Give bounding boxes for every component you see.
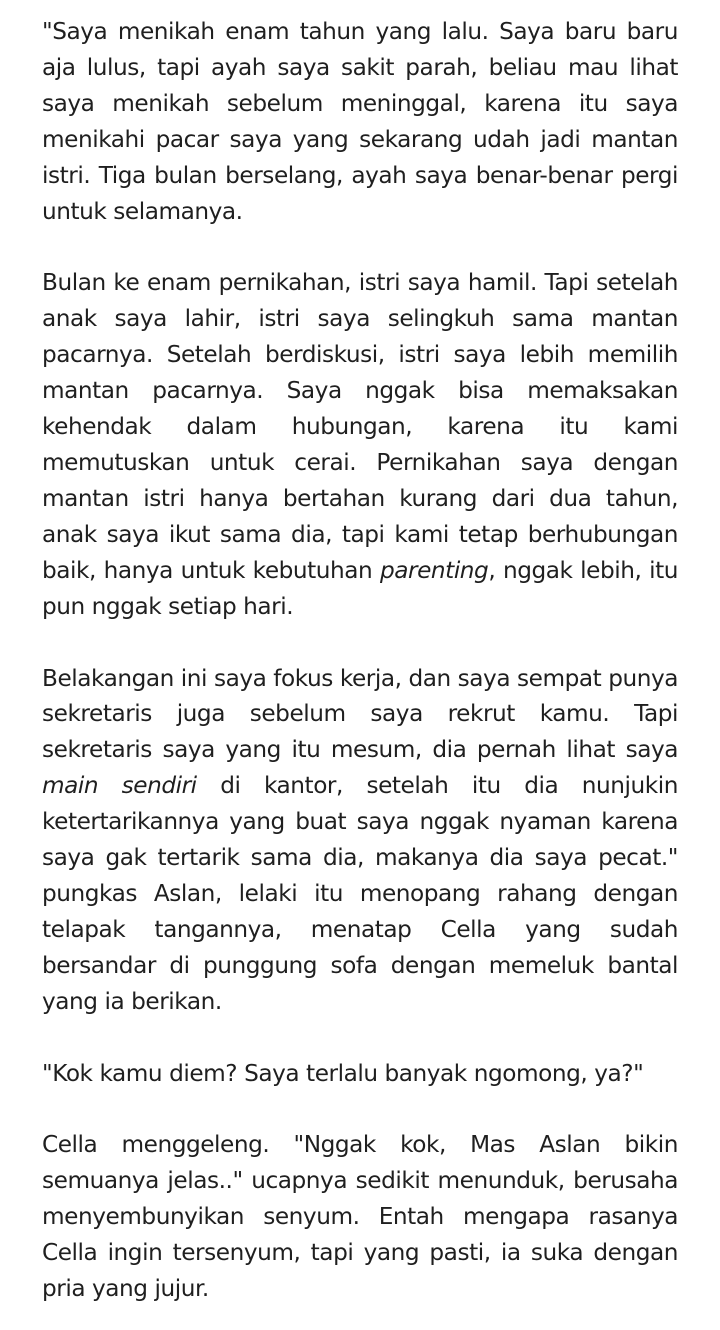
paragraph-2 [42, 265, 678, 624]
paragraph-3-text-a: Belakangan ini saya fokus kerja, dan saya sempat punya sekretaris juga sebelum saya rekrut kamu. Tapi sekretaris saya yang itu mesum, dia pernah lihat saya [42, 664, 678, 764]
paragraph-2-italic-term: parenting [380, 556, 489, 584]
paragraph-4-text: "Kok kamu diem? Saya terlalu banyak ngomong, ya?" [42, 1059, 644, 1087]
paragraph-1 [42, 14, 678, 229]
paragraph-5-text: Cella menggeleng. "Nggak kok, Mas Aslan bikin semuanya jelas.." ucapnya sedikit menunduk, berusaha menyembunyikan senyum. Entah mengapa rasanya Cella ingin tersenyum, tapi yang pasti, ia suka dengan pria yang jujur. [42, 1131, 678, 1303]
story-text [42, 14, 678, 1307]
paragraph-3-text-b: di kantor, setelah itu dia nunjukin ketertarikannya yang buat saya nggak nyaman karena saya gak tertarik sama dia, makanya dia saya pecat." pungkas Aslan, lelaki itu menopang rahang dengan telapak tangannya, menatap Cella yang sudah bersandar di punggung sofa dengan memeluk bantal yang ia berikan. [42, 772, 678, 1015]
paragraph-2-text-a: Bulan ke enam pernikahan, istri saya hamil. Tapi setelah anak saya lahir, istri saya selingkuh sama mantan pacarnya. Setelah berdiskusi, istri saya lebih memilih mantan pacarnya. Saya nggak bisa memaksakan kehendak dalam hubungan, karena itu kami memutuskan untuk cerai. Pernikahan saya dengan mantan istri hanya bertahan kurang dari dua tahun, anak saya ikut sama dia, tapi kami tetap berhubungan baik, hanya untuk kebutuhan [42, 269, 678, 584]
paragraph-3 [42, 661, 678, 1020]
paragraph-3-italic-term: main sendiri [42, 772, 197, 800]
paragraph-2-text-b: , nggak lebih, itu pun nggak setiap hari. [42, 556, 678, 620]
paragraph-5 [42, 1127, 678, 1307]
paragraph-1-text: "Saya menikah enam tahun yang lalu. Saya baru baru aja lulus, tapi ayah saya sakit parah, beliau mau lihat saya menikah sebelum meninggal, karena itu saya menikahi pacar saya yang sekarang udah jadi mantan istri. Tiga bulan berselang, ayah saya benar-benar pergi untuk selamanya. [42, 18, 678, 225]
paragraph-4 [42, 1056, 678, 1092]
